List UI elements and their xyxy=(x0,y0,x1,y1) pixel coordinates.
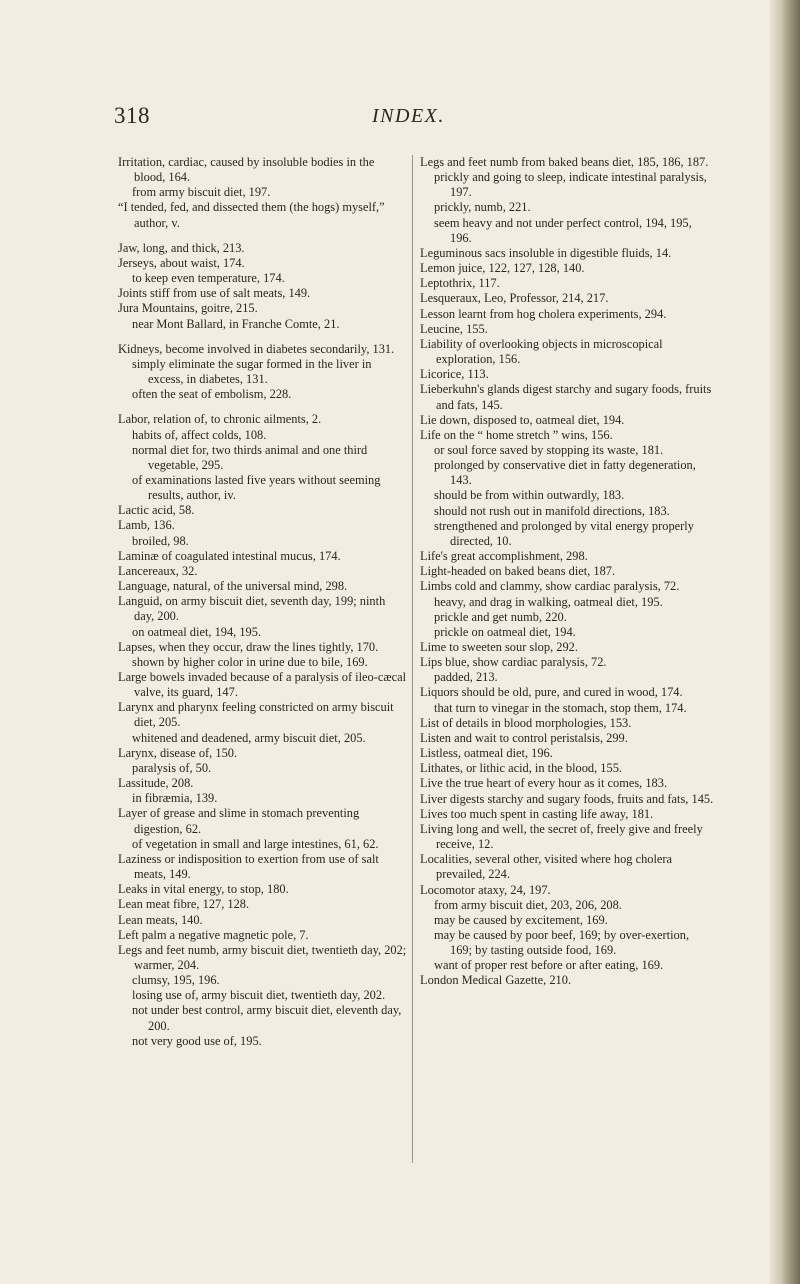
index-subentry: prickle and get numb, 220. xyxy=(434,609,567,624)
index-entry: Large bowels invaded because of a paralysis of ileo-cæcal valve, its guard, 147. xyxy=(118,670,407,700)
index-subentry: want of proper rest before or after eating, 169. xyxy=(434,958,664,973)
index-entry: Liquors should be old, pure, and cured in wood, 174. xyxy=(420,685,683,700)
index-entry: Jaw, long, and thick, 213. xyxy=(118,240,245,255)
index-entry: Irritation, cardiac, caused by insoluble bodies in the blood, 164. xyxy=(118,155,375,185)
index-entry: Lean meats, 140. xyxy=(118,912,203,927)
index-entry: Lassitude, 208. xyxy=(118,776,194,791)
index-entry: Legs and feet numb, army biscuit diet, twentieth day, 202; warmer, 204. xyxy=(118,942,407,972)
index-entry: Layer of grease and slime in stomach preventing digestion, 62. xyxy=(118,806,360,836)
index-entry: Lieberkuhn's glands digest starchy and sugary foods, fruits and fats, 145. xyxy=(420,382,712,412)
index-entry: Lactic acid, 58. xyxy=(118,503,195,518)
index-entry: Listless, oatmeal diet, 196. xyxy=(420,746,553,761)
index-entry: Leaks in vital energy, to stop, 180. xyxy=(118,882,289,897)
index-entry: Localities, several other, visited where hog cholera prevailed, 224. xyxy=(420,852,673,882)
index-entry: Lesqueraux, Leo, Professor, 214, 217. xyxy=(420,291,609,306)
index-entry: Labor, relation of, to chronic ailments, 2. xyxy=(118,412,322,427)
index-entry: Joints stiff from use of salt meats, 149. xyxy=(118,286,311,301)
index-subentry: shown by higher color in urine due to bile, 169. xyxy=(132,654,368,669)
index-subentry: or soul force saved by stopping its waste, 181. xyxy=(434,442,664,457)
index-entry: Licorice, 113. xyxy=(420,367,489,382)
index-column-right xyxy=(420,155,714,989)
running-head: INDEX. xyxy=(372,105,445,127)
index-entry: Lapses, when they occur, draw the lines tightly, 170. xyxy=(118,639,379,654)
page-header xyxy=(0,103,770,133)
index-entry: Languid, on army biscuit diet, seventh day, 199; ninth day, 200. xyxy=(118,594,386,624)
index-subentry: simply eliminate the sugar formed in the liver in excess, in diabetes, 131. xyxy=(132,356,372,387)
index-entry: Listen and wait to control peristalsis, 299. xyxy=(420,730,628,745)
index-subentry: prickle on oatmeal diet, 194. xyxy=(434,624,576,639)
index-entry: Lie down, disposed to, oatmeal diet, 194. xyxy=(420,412,625,427)
index-subentry: may be caused by excitement, 169. xyxy=(434,912,608,927)
index-subentry: clumsy, 195, 196. xyxy=(132,973,220,988)
index-entry: Living long and well, the secret of, freely give and freely receive, 12. xyxy=(420,821,703,852)
index-entry: Light-headed on baked beans diet, 187. xyxy=(420,564,616,579)
page-number: 318 xyxy=(114,103,150,128)
index-entry: Lives too much spent in casting life away, 181. xyxy=(420,806,654,821)
index-subentry: heavy, and drag in walking, oatmeal diet, 195. xyxy=(434,594,663,609)
index-entry: Limbs cold and clammy, show cardiac paralysis, 72. xyxy=(420,579,680,594)
index-entry: Locomotor ataxy, 24, 197. xyxy=(420,882,551,897)
index-entry: Leguminous sacs insoluble in digestible fluids, 14. xyxy=(420,245,672,260)
index-entry: Lean meat fibre, 127, 128. xyxy=(118,897,250,912)
index-subentry: on oatmeal diet, 194, 195. xyxy=(132,624,262,639)
index-entry: Lime to sweeten sour slop, 292. xyxy=(420,640,578,654)
entry-gap xyxy=(118,231,408,241)
index-subentry: to keep even temperature, 174. xyxy=(132,271,285,286)
index-entry: London Medical Gazette, 210. xyxy=(420,973,572,988)
index-subentry: broiled, 98. xyxy=(132,533,189,548)
index-entry: Lancereaux, 32. xyxy=(118,563,198,578)
entry-gap xyxy=(118,402,408,412)
index-entry: Lesson learnt from hog cholera experiments, 294. xyxy=(420,306,667,321)
index-subentry: of vegetation in small and large intestines, 61, 62. xyxy=(132,836,379,851)
index-entry: “I tended, fed, and dissected them (the hogs) myself,” author, v. xyxy=(118,200,385,230)
index-entry: Life on the “ home stretch ” wins, 156. xyxy=(420,427,613,442)
index-entry: Language, natural, of the universal mind, 298. xyxy=(118,579,348,594)
index-entry: Jerseys, about waist, 174. xyxy=(118,255,245,270)
index-subentry: that turn to vinegar in the stomach, stop them, 174. xyxy=(434,700,687,715)
entry-gap xyxy=(118,332,408,342)
index-subentry: prolonged by conservative diet in fatty degeneration, 143. xyxy=(434,458,696,488)
index-entry: Lemon juice, 122, 127, 128, 140. xyxy=(420,261,585,276)
index-entry: Kidneys, become involved in diabetes secondarily, 131. xyxy=(118,341,395,356)
index-subentry: from army biscuit diet, 197. xyxy=(132,185,271,200)
index-subentry: from army biscuit diet, 203, 206, 208. xyxy=(434,897,622,912)
index-subentry: prickly, numb, 221. xyxy=(434,200,531,215)
index-entry: Liability of overlooking objects in microscopical exploration, 156. xyxy=(420,336,663,367)
index-entry: List of details in blood morphologies, 153. xyxy=(420,715,632,730)
index-subentry: should be from within outwardly, 183. xyxy=(434,488,625,503)
index-entry: Live the true heart of every hour as it comes, 183. xyxy=(420,776,668,791)
index-entry: Larynx, disease of, 150. xyxy=(118,745,238,760)
index-column-left xyxy=(118,155,408,1049)
index-subentry: not very good use of, 195. xyxy=(132,1033,262,1048)
index-subentry: in fibræmia, 139. xyxy=(132,791,218,806)
index-entry: Laziness or indisposition to exertion from use of salt meats, 149. xyxy=(118,851,379,882)
index-subentry: paralysis of, 50. xyxy=(132,760,212,775)
index-subentry: may be caused by poor beef, 169; by over-exertion, 169; by tasting outside food, 169. xyxy=(434,927,690,958)
index-entry: Legs and feet numb from baked beans diet, 185, 186, 187. xyxy=(420,155,709,169)
index-entry: Lamb, 136. xyxy=(118,518,175,533)
index-subentry: whitened and deadened, army biscuit diet, 205. xyxy=(132,730,366,745)
index-entry: Jura Mountains, goitre, 215. xyxy=(118,301,258,316)
page-edge-shadow xyxy=(770,0,800,1284)
index-entry: Life's great accomplishment, 298. xyxy=(420,549,588,564)
index-subentry: seem heavy and not under perfect control, 194, 195, 196. xyxy=(434,215,692,245)
index-subentry: strengthened and prolonged by vital energy properly directed, 10. xyxy=(434,518,694,548)
index-subentry: should not rush out in manifold directions, 183. xyxy=(434,503,670,518)
index-entry: Left palm a negative magnetic pole, 7. xyxy=(118,927,309,942)
index-subentry: padded, 213. xyxy=(434,670,498,685)
index-subentry: of examinations lasted five years without seeming results, author, iv. xyxy=(132,472,381,503)
index-entry: Liver digests starchy and sugary foods, fruits and fats, 145. xyxy=(420,791,714,806)
index-subentry: often the seat of embolism, 228. xyxy=(132,387,292,402)
index-entry: Lips blue, show cardiac paralysis, 72. xyxy=(420,655,607,670)
index-subentry: near Mont Ballard, in Franche Comte, 21. xyxy=(132,316,340,331)
index-entry: Leucine, 155. xyxy=(420,321,488,336)
index-entry: Leptothrix, 117. xyxy=(420,276,500,291)
index-entry: Laminæ of coagulated intestinal mucus, 174. xyxy=(118,548,341,563)
index-subentry: normal diet for, two thirds animal and one third vegetable, 295. xyxy=(132,442,368,472)
index-subentry: losing use of, army biscuit diet, twentieth day, 202. xyxy=(132,988,386,1003)
index-subentry: not under best control, army biscuit diet, eleventh day, 200. xyxy=(132,1003,402,1033)
column-divider xyxy=(412,155,413,1163)
index-entry: Larynx and pharynx feeling constricted on army biscuit diet, 205. xyxy=(118,700,394,730)
index-subentry: prickly and going to sleep, indicate intestinal paralysis, 197. xyxy=(434,170,707,200)
index-subentry: habits of, affect colds, 108. xyxy=(132,427,267,442)
index-entry: Lithates, or lithic acid, in the blood, 155. xyxy=(420,761,622,776)
